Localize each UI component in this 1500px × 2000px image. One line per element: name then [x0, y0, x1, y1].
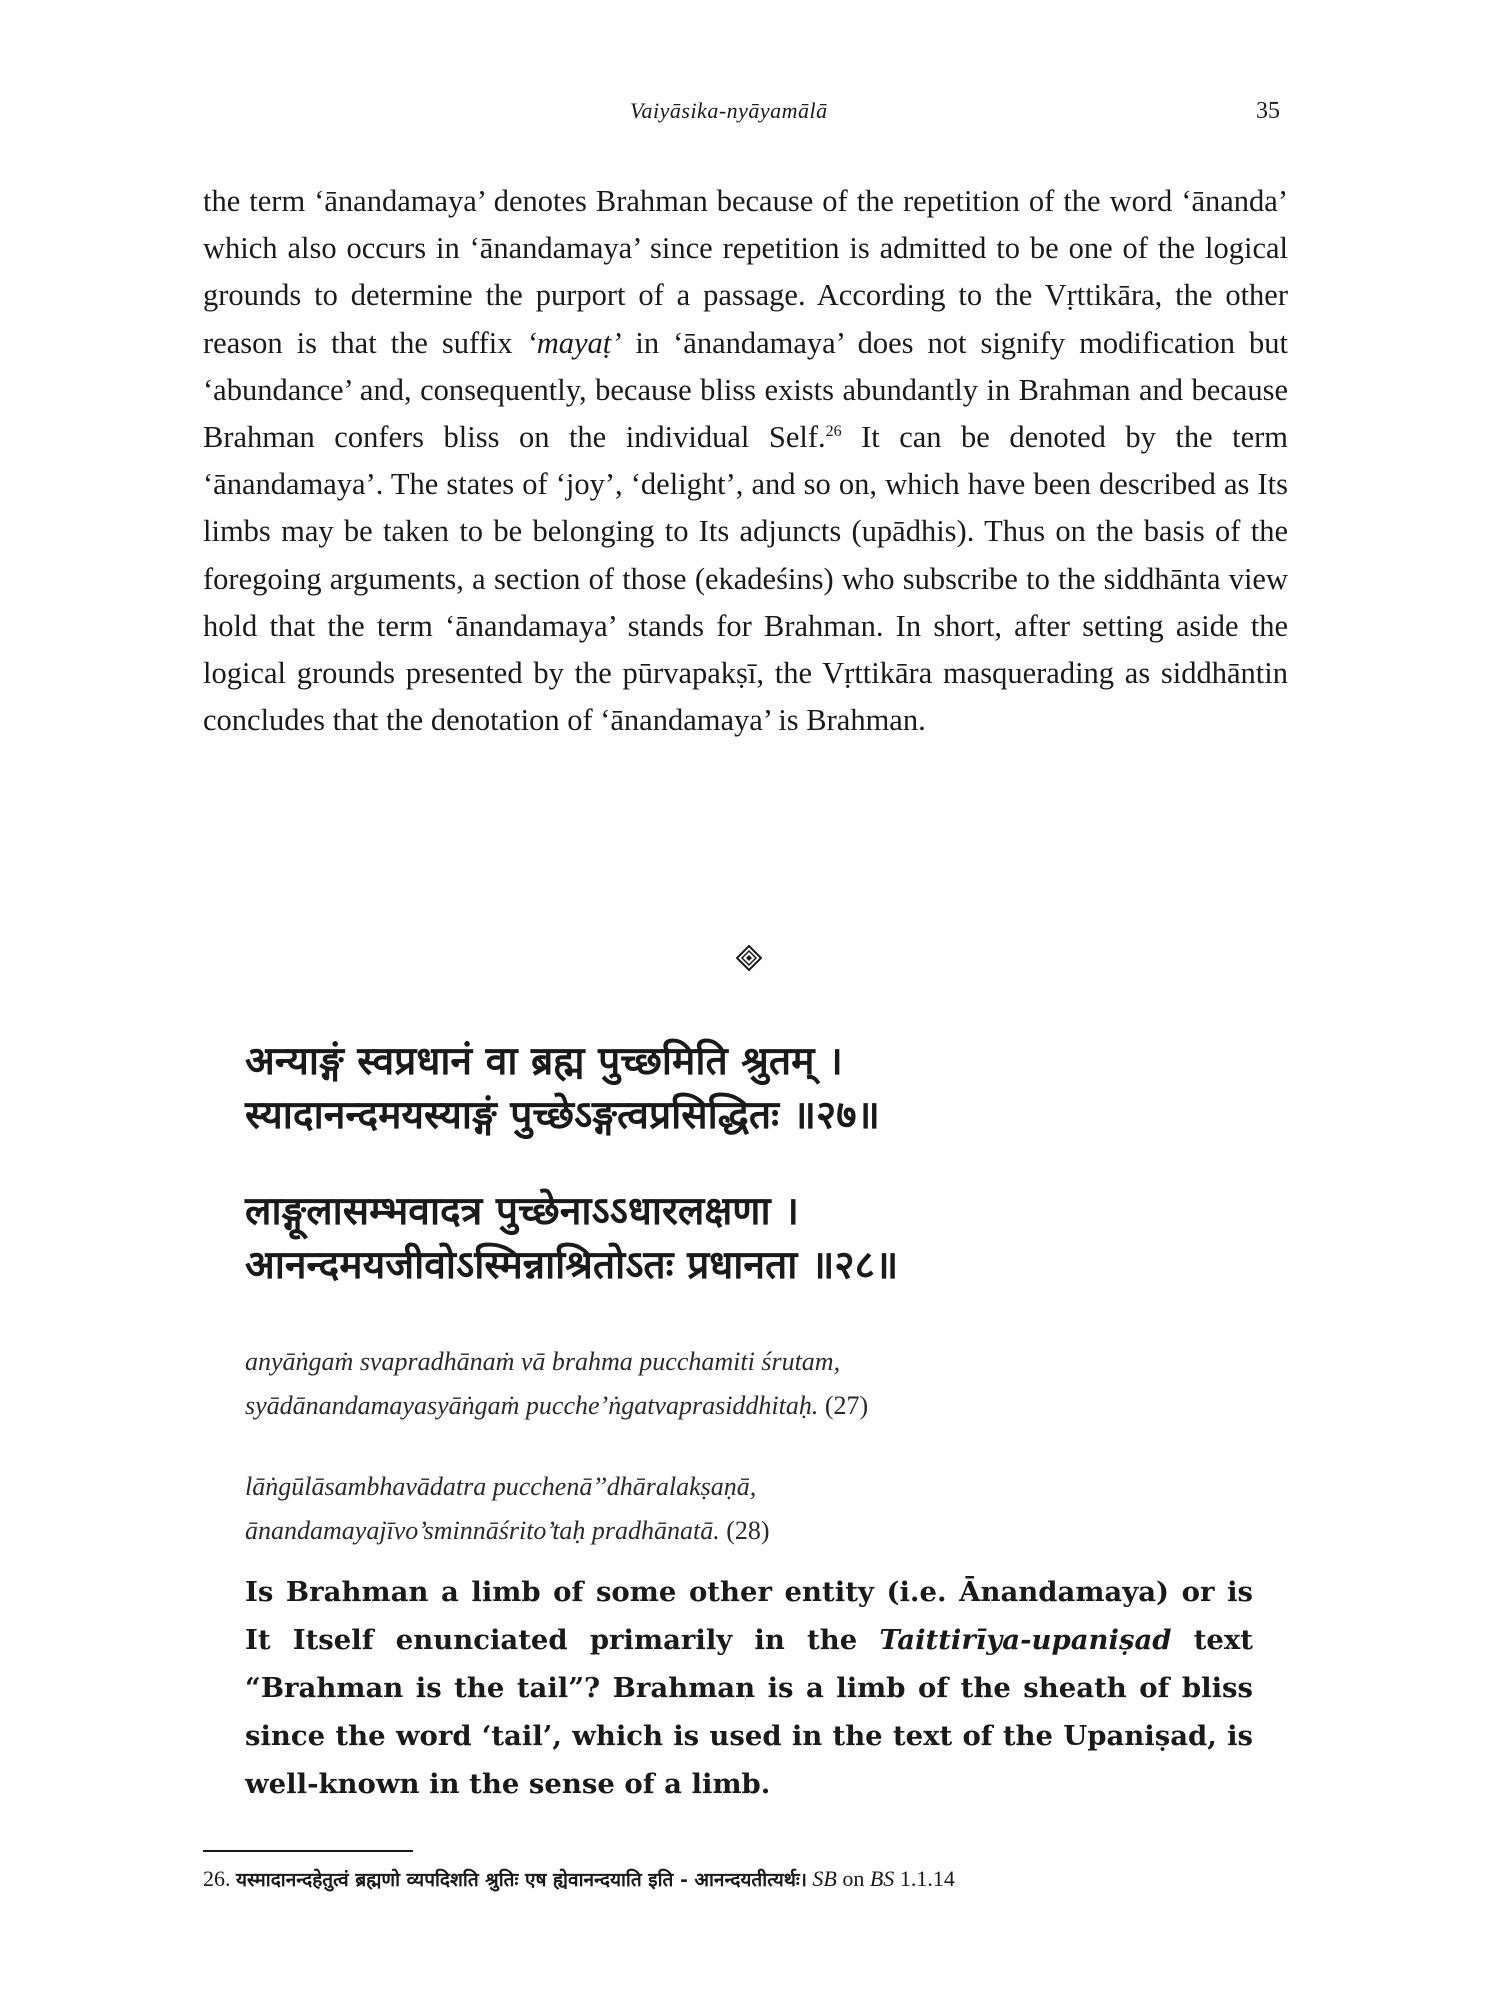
- transliteration-text: syādānandamayasyāṅgaṁ pucche’ṅgatvaprasiddhitaḥ.: [245, 1391, 819, 1420]
- summary-part-2: text “Brahman is the tail”? Brahman is a limb of the sheath of bliss since the word ‘tail’, which is used in the text of the Upaniṣad, is well-known in the sense of a limb.: [245, 1624, 1254, 1800]
- transliteration-line: [245, 1509, 1245, 1553]
- sanskrit-verse-27: [245, 1035, 1245, 1143]
- footnote-source-sb: SB: [812, 1866, 837, 1891]
- footnote-divider: [203, 1850, 413, 1852]
- transliteration-line: lāṅgūlāsambhavādatra pucchenā’’dhāralakṣaṇā,: [245, 1472, 757, 1501]
- body-text-part-1: the term ‘ānandamaya’ denotes Brahman because of the repetition of the word ‘ānanda’ which also occurs in ‘ānandamaya’ since repetition is admitted to be one of the logical grounds to determine the purport of a passage. According to the Vṛttikāra, the other reason is that the suffix: [203, 184, 1288, 360]
- body-paragraph: [203, 178, 1288, 744]
- verse-number: (27): [824, 1391, 869, 1420]
- transliteration-line: [245, 1384, 1245, 1428]
- text-title: Taittirīya-upaniṣad: [879, 1624, 1172, 1656]
- body-text-part-3: It can be denoted by the term ‘ānandamaya’. The states of ‘joy’, ‘delight’, and so on, which have been described as Its limbs may be taken to be belonging to Its adjuncts (upādhis). Thus on the basis of the foregoing arguments, a section of those (ekadeśins) who subscribe to the siddhānta view hold that the term ‘ānandamaya’ stands for Brahman. In short, after setting aside the logical grounds presented by the pūrvapakṣī, the Vṛttikāra masquerading as siddhāntin concludes that the denotation of ‘ānandamaya’ is Brahman.: [203, 420, 1288, 738]
- running-title: Vaiyāsika-nyāyamālā: [630, 98, 828, 123]
- term-mayat: ‘mayaṭ’: [526, 325, 622, 360]
- footnote-26: [203, 1863, 1303, 1896]
- footnote-number: 26.: [203, 1866, 231, 1891]
- verse-line: अन्याङ्गं स्वप्रधानं वा ब्रह्म पुच्छमिति श्रुतम् ।: [245, 1039, 843, 1084]
- verse-number: (28): [726, 1516, 770, 1545]
- verse-summary: [245, 1568, 1253, 1808]
- transliteration-text: ānandamayajīvo’sminnāśrito’taḥ pradhānatā.: [245, 1516, 720, 1545]
- footnote-sanskrit: यस्मादानन्दहेतुत्वं ब्रह्मणो व्यपदिशति श्रुतिः एष ह्येवानन्दयाति इति - आनन्दयतीत्यर्थः।: [236, 1869, 807, 1891]
- verse-line: स्यादानन्दमयस्याङ्गं पुच्छेऽङ्गत्वप्रसिद्धितः ॥२७॥: [245, 1093, 880, 1138]
- sanskrit-verse-28: [245, 1185, 1245, 1293]
- body-text-part-2: in ‘ānandamaya’ does not signify modification but ‘abundance’ and, consequently, because bliss exists abundantly in Brahman and because Brahman confers bliss on the individual Self.: [203, 325, 1289, 455]
- footnote-reference: 26: [825, 422, 842, 440]
- verse-line: लाङ्गूलासम्भवादत्र पुच्छेनाऽऽधारलक्षणा ।: [245, 1189, 799, 1234]
- diamond-ornament-icon: [736, 945, 762, 971]
- running-header: [0, 98, 1500, 132]
- footnote-source-bs: BS: [869, 1866, 895, 1891]
- footnote-source-on: on: [842, 1866, 865, 1891]
- transliteration-line: anyāṅgaṁ svapradhānaṁ vā brahma pucchamiti śrutam,: [245, 1347, 841, 1376]
- transliteration-verse-28: [245, 1465, 1245, 1553]
- transliteration-verse-27: [245, 1340, 1245, 1428]
- footnote-source-ref: 1.1.14: [899, 1866, 955, 1891]
- summary-part-1: Is Brahman a limb of some other entity (i.e. Ānandamaya) or is It Itself enunciated primarily in the: [245, 1576, 1253, 1656]
- page-number: 35: [1256, 98, 1280, 124]
- verse-line: आनन्दमयजीवोऽस्मिन्नाश्रितोऽतः प्रधानता ॥२८॥: [245, 1243, 899, 1288]
